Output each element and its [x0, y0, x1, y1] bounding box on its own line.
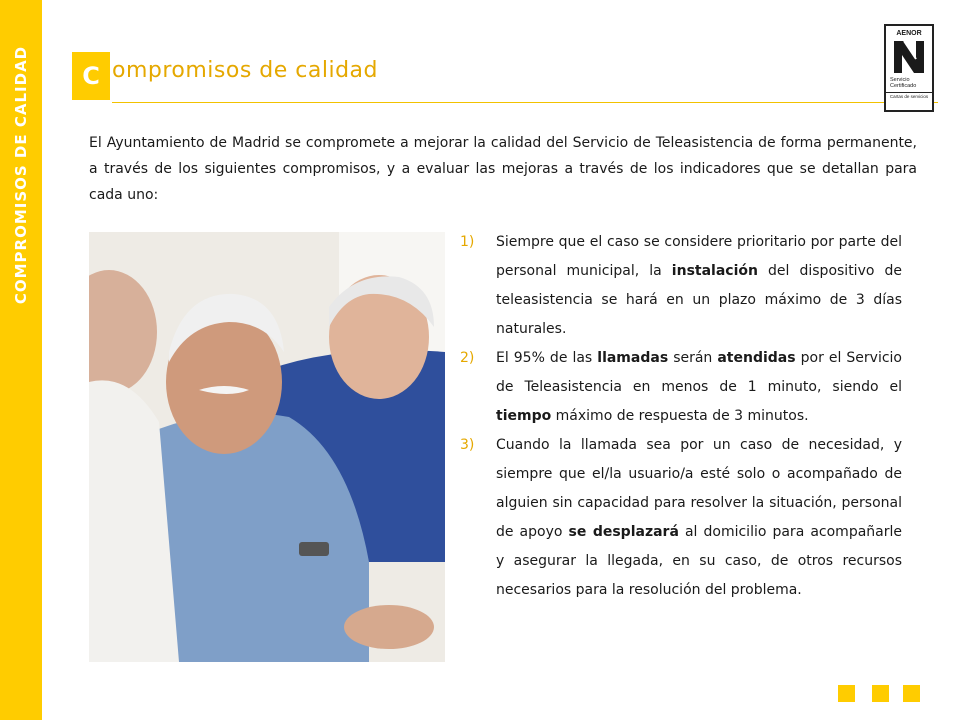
- commitment-number: 2): [460, 350, 475, 366]
- aenor-service-line2: Certificado: [890, 83, 917, 89]
- decorative-square: [872, 685, 889, 702]
- commitment-text: serán: [668, 350, 718, 366]
- commitments-list: [460, 228, 902, 605]
- decorative-square: [903, 685, 920, 702]
- commitment-text: del dispositivo de teleasistencia se hará en un plazo máximo de 3 días naturales.: [496, 263, 902, 337]
- photo-illustration: [89, 232, 445, 662]
- title-initial-box: C: [72, 52, 110, 100]
- commitment-text: por el Servicio de Teleasistencia en menos de 1 minuto, siendo el: [496, 350, 902, 395]
- commitment-bold: llamadas: [597, 350, 669, 366]
- title-underline: [112, 102, 938, 103]
- commitment-bold: atendidas: [717, 350, 796, 366]
- vertical-section-title: COMPROMISOS DE CALIDAD: [12, 45, 30, 305]
- commitment-text: El 95% de las: [496, 350, 598, 366]
- commitment-text: al domicilio para acompañarle y asegurar la llegada, en su caso, de otros recursos necesarios para la resolución del problema.: [496, 524, 902, 598]
- commitment-bold: tiempo: [496, 408, 552, 424]
- aenor-footer: Cartas de servicios: [886, 92, 932, 99]
- commitment-bold: instalación: [671, 263, 758, 279]
- aenor-brand: AENOR: [896, 30, 922, 37]
- commitment-text: máximo de respuesta de 3 minutos.: [551, 408, 809, 424]
- decorative-square: [838, 685, 855, 702]
- commitment-number: 1): [460, 234, 475, 250]
- side-bar: [0, 0, 42, 720]
- commitment-item: [460, 431, 902, 605]
- aenor-n-mark-icon: [892, 39, 926, 75]
- commitment-text: Cuando la llamada sea por un caso de necesidad, y siempre que el/la usuario/a esté solo o acompañado de alguien sin capacidad para resolver la situación, personal de apoyo: [496, 437, 902, 540]
- aenor-service-line1: Servicio: [890, 77, 910, 83]
- page-title: ompromisos de calidad: [112, 58, 379, 83]
- commitment-item: [460, 344, 902, 431]
- commitment-text: Siempre que el caso se considere prioritario por parte del personal municipal, la: [496, 234, 902, 279]
- intro-paragraph: El Ayuntamiento de Madrid se compromete a mejorar la calidad del Servicio de Teleasistencia de forma permanente, a través de los siguientes compromisos, y a evaluar las mejoras a través de los indicadores que se detallan para cada uno:: [89, 135, 917, 203]
- aenor-logo: [884, 24, 934, 112]
- commitment-number: 3): [460, 437, 475, 453]
- commitment-item: [460, 228, 902, 344]
- elderly-men-photo: [89, 232, 445, 662]
- commitment-bold: se desplazará: [568, 524, 679, 540]
